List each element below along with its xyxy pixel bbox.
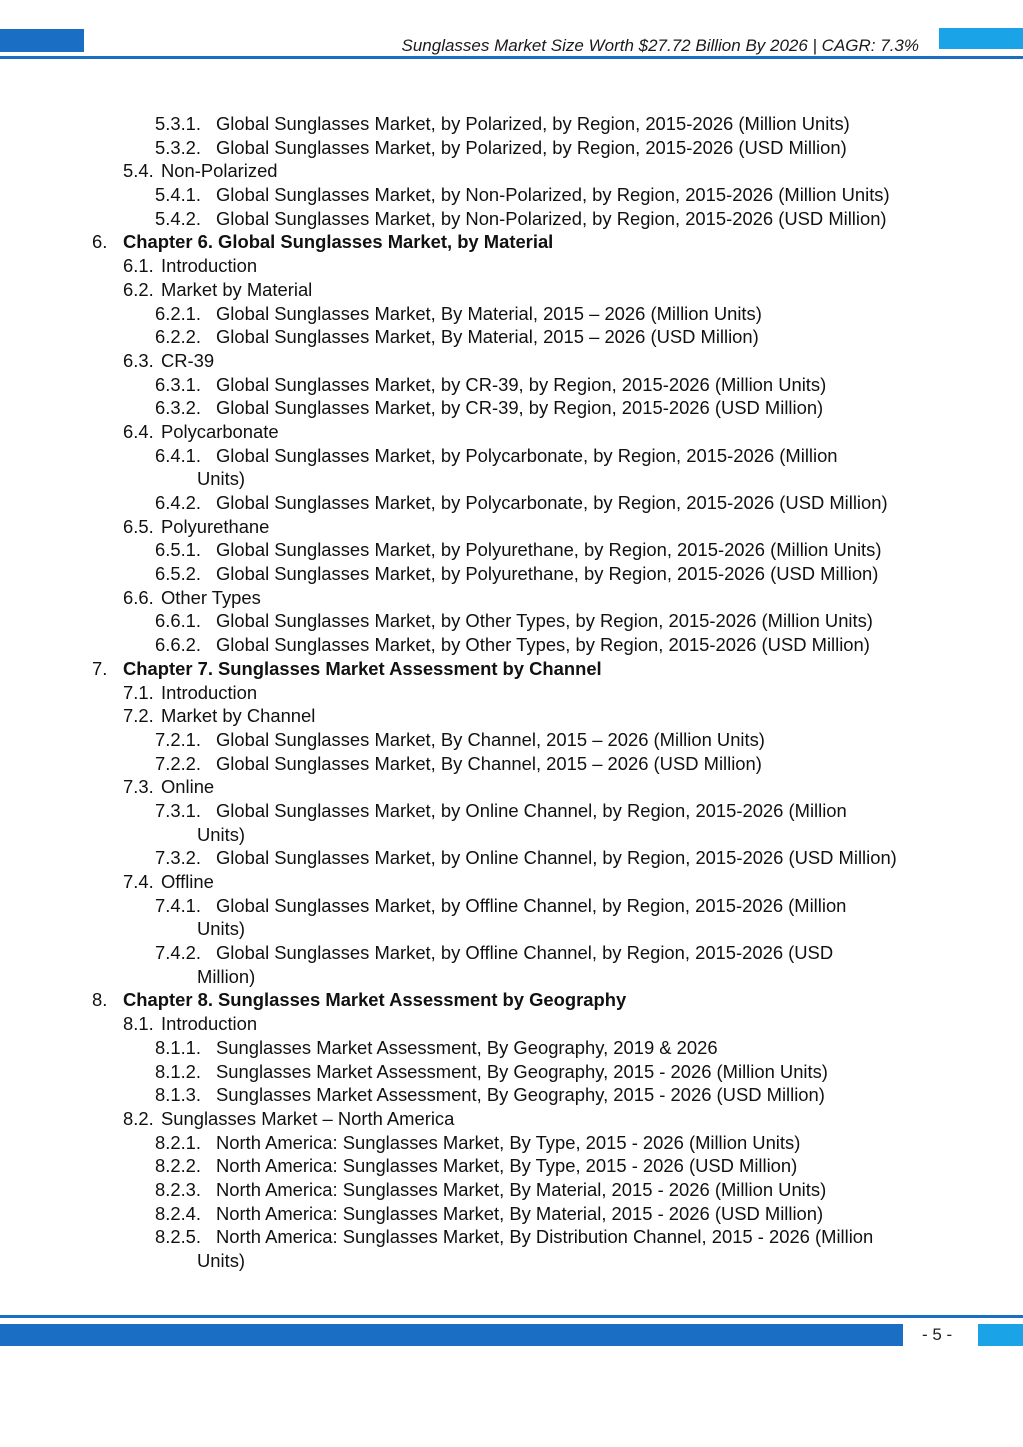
- header-rule: [0, 56, 1023, 59]
- toc-entry: [0, 136, 1023, 160]
- toc-entry-text: Global Sunglasses Market, by Online Channel, by Region, 2015-2026 (USD Million): [216, 847, 897, 869]
- toc-entry-number: 7.3.1.: [155, 799, 202, 821]
- toc-entry-text: Units): [197, 823, 246, 845]
- toc-entry: [0, 775, 1023, 799]
- toc-entry: [0, 159, 1023, 183]
- toc-entry: [0, 254, 1023, 278]
- toc-entry-number: 6.4.: [123, 420, 154, 442]
- toc-entry: [0, 207, 1023, 231]
- toc-entry-continuation: [0, 917, 1023, 941]
- toc-entry: [0, 586, 1023, 610]
- footer-rule: [0, 1315, 1023, 1318]
- toc-entry-number: 8.2.1.: [155, 1131, 202, 1153]
- toc-entry: [0, 349, 1023, 373]
- toc-entry: [0, 609, 1023, 633]
- toc-entry: [0, 633, 1023, 657]
- toc-entry-number: 7.2.: [123, 705, 154, 727]
- toc-entry-text: North America: Sunglasses Market, By Material, 2015 - 2026 (Million Units): [216, 1178, 827, 1200]
- toc-entry-number: 8.2.5.: [155, 1226, 202, 1248]
- toc-entry: [0, 444, 1023, 468]
- toc-entry-number: 6.6.: [123, 586, 154, 608]
- toc-entry-text: Global Sunglasses Market, by CR-39, by Region, 2015-2026 (Million Units): [216, 373, 827, 395]
- toc-entry: [0, 799, 1023, 823]
- toc-entry: [0, 420, 1023, 444]
- toc-entry: [0, 491, 1023, 515]
- toc-entry-text: Units): [197, 1250, 246, 1271]
- toc-entry-text: Global Sunglasses Market, by Other Types, by Region, 2015-2026 (Million Units): [216, 610, 873, 632]
- toc-entry-number: 6.4.1.: [155, 444, 202, 466]
- toc-entry: [0, 681, 1023, 705]
- toc-entry-number: 6.2.1.: [155, 302, 202, 324]
- toc-entry-text: CR-39: [161, 349, 215, 371]
- toc-entry-text: Non-Polarized: [161, 160, 278, 182]
- toc-entry-text: Polyurethane: [161, 515, 270, 537]
- toc-entry: [0, 870, 1023, 894]
- toc-entry-number: 7.4.: [123, 871, 154, 892]
- toc-entry-text: Online: [161, 776, 215, 798]
- toc-entry-text: Global Sunglasses Market, by Polycarbonate, by Region, 2015-2026 (USD Million): [216, 492, 888, 513]
- header-accent-right: [939, 28, 1023, 49]
- toc-entry-text: Other Types: [161, 586, 261, 608]
- footer-accent-right: [978, 1324, 1023, 1346]
- header-accent-left: [0, 29, 84, 52]
- toc-entry: [0, 1083, 1023, 1107]
- toc-entry-text: Units): [197, 468, 246, 490]
- toc-entry-text: Global Sunglasses Market, by Polyurethane, by Region, 2015-2026 (USD Million): [216, 563, 879, 585]
- toc-entry: [0, 1060, 1023, 1084]
- toc-entry-number: 6.5.: [123, 515, 154, 537]
- toc-chapter: [0, 988, 1023, 1012]
- toc-chapter: [0, 657, 1023, 681]
- toc-entry-number: 6.5.1.: [155, 539, 202, 561]
- toc-entry-text: Offline: [161, 871, 214, 892]
- toc-entry-text: Global Sunglasses Market, by CR-39, by Region, 2015-2026 (USD Million): [216, 397, 824, 419]
- toc-entry-text: Global Sunglasses Market, by Non-Polarized, by Region, 2015-2026 (Million Units): [216, 184, 890, 206]
- toc-chapter: [0, 230, 1023, 254]
- toc-entry: [0, 1107, 1023, 1131]
- toc-entry: [0, 302, 1023, 326]
- toc-entry-text: Global Sunglasses Market, by Polarized, by Region, 2015-2026 (Million Units): [216, 113, 850, 134]
- toc-entry: [0, 183, 1023, 207]
- footer-accent-left: [0, 1324, 903, 1346]
- toc-entry: [0, 1225, 1023, 1249]
- toc-entry-text: Market by Channel: [161, 705, 316, 727]
- toc-entry-number: 6.4.2.: [155, 492, 202, 513]
- toc-entry-number: 8.2.3.: [155, 1178, 202, 1200]
- toc-entry-text: Global Sunglasses Market, by Offline Channel, by Region, 2015-2026 (USD: [216, 942, 834, 964]
- toc-entry: [0, 1036, 1023, 1060]
- toc-entry-number: 6.: [92, 231, 108, 253]
- toc-entry-number: 6.5.2.: [155, 563, 202, 585]
- toc-entry-number: 6.1.: [123, 255, 154, 277]
- toc-entry-number: 7.2.2.: [155, 752, 202, 774]
- toc-entry-number: 5.4.2.: [155, 207, 202, 229]
- toc-entry-number: 8.1.2.: [155, 1060, 202, 1082]
- toc-entry-continuation: [0, 467, 1023, 491]
- toc-entry-number: 7.4.1.: [155, 894, 202, 916]
- toc-entry-text: Introduction: [161, 255, 258, 277]
- toc-entry-number: 6.2.2.: [155, 326, 202, 348]
- toc-entry-number: 6.3.2.: [155, 397, 202, 419]
- toc-entry: [0, 1012, 1023, 1036]
- toc-entry-text: Introduction: [161, 1013, 258, 1035]
- toc-entry-text: Global Sunglasses Market, by Polyurethane, by Region, 2015-2026 (Million Units): [216, 539, 882, 561]
- toc-entry: [0, 704, 1023, 728]
- toc-entry-text: Million): [197, 965, 256, 987]
- toc-entry: [0, 894, 1023, 918]
- toc-entry-text: Global Sunglasses Market, by Polarized, by Region, 2015-2026 (USD Million): [216, 136, 847, 158]
- toc-entry-number: 8.2.2.: [155, 1155, 202, 1177]
- toc-entry-number: 8.1.1.: [155, 1036, 202, 1058]
- toc-entry-text: North America: Sunglasses Market, By Distribution Channel, 2015 - 2026 (Million: [216, 1226, 874, 1248]
- toc-entry-number: 7.2.1.: [155, 728, 202, 750]
- toc-entry-text: Market by Material: [161, 278, 313, 300]
- toc-entry-number: 8.2.4.: [155, 1202, 202, 1224]
- toc-entry-number: 7.4.2.: [155, 942, 202, 964]
- toc-entry: [0, 728, 1023, 752]
- toc-entry: [0, 396, 1023, 420]
- toc-entry: [0, 538, 1023, 562]
- toc-entry-text: Global Sunglasses Market, By Channel, 2015 – 2026 (Million Units): [216, 728, 765, 750]
- toc-entry-text: Sunglasses Market Assessment, By Geography, 2015 - 2026 (USD Million): [216, 1084, 825, 1106]
- toc-entry-number: 8.1.: [123, 1013, 154, 1035]
- toc-entry-number: 7.3.: [123, 776, 154, 798]
- toc-entry-number: 7.: [92, 657, 108, 679]
- toc-entry-number: 6.2.: [123, 278, 154, 300]
- toc-entry-text: Chapter 7. Sunglasses Market Assessment by Channel: [123, 657, 602, 679]
- toc-entry-text: Sunglasses Market Assessment, By Geography, 2015 - 2026 (Million Units): [216, 1060, 828, 1082]
- toc-entry: [0, 752, 1023, 776]
- toc-entry-text: Chapter 6. Global Sunglasses Market, by Material: [123, 231, 554, 253]
- toc-entry: [0, 1202, 1023, 1226]
- toc-entry-number: 7.1.: [123, 681, 154, 703]
- toc-entry-text: Global Sunglasses Market, By Material, 2015 – 2026 (USD Million): [216, 326, 759, 348]
- toc-entry-text: North America: Sunglasses Market, By Material, 2015 - 2026 (USD Million): [216, 1202, 824, 1224]
- toc-entry-text: Global Sunglasses Market, by Online Channel, by Region, 2015-2026 (Million: [216, 799, 847, 821]
- toc-entry: [0, 941, 1023, 965]
- toc-entry-text: Global Sunglasses Market, by Non-Polarized, by Region, 2015-2026 (USD Million): [216, 207, 887, 229]
- toc-entry-number: 5.4.: [123, 160, 154, 182]
- toc-entry: [0, 562, 1023, 586]
- toc-entry: [0, 846, 1023, 870]
- toc-entry-number: 8.2.: [123, 1107, 154, 1129]
- toc-entry-text: Introduction: [161, 681, 258, 703]
- toc-entry-text: Polycarbonate: [161, 420, 279, 442]
- toc-entry-text: Global Sunglasses Market, By Channel, 2015 – 2026 (USD Million): [216, 752, 762, 774]
- toc-entry: [0, 373, 1023, 397]
- toc-entry-number: 6.3.1.: [155, 373, 202, 395]
- toc-entry: [0, 1178, 1023, 1202]
- toc-entry: [0, 325, 1023, 349]
- toc-entry-number: 7.3.2.: [155, 847, 202, 869]
- toc-entry: [0, 515, 1023, 539]
- page-header-title: Sunglasses Market Size Worth $27.72 Billion By 2026 | CAGR: 7.3%: [401, 36, 919, 55]
- toc-entry-text: Global Sunglasses Market, By Material, 2015 – 2026 (Million Units): [216, 302, 762, 324]
- toc-entry-text: North America: Sunglasses Market, By Type, 2015 - 2026 (Million Units): [216, 1131, 801, 1153]
- toc-entry-text: Global Sunglasses Market, by Offline Channel, by Region, 2015-2026 (Million: [216, 894, 847, 916]
- toc-entry-text: Chapter 8. Sunglasses Market Assessment by Geography: [123, 989, 627, 1011]
- toc-entry-text: North America: Sunglasses Market, By Type, 2015 - 2026 (USD Million): [216, 1155, 798, 1177]
- toc-entry-continuation: [0, 965, 1023, 989]
- toc-entry: [0, 278, 1023, 302]
- toc-entry-number: 8.1.3.: [155, 1084, 202, 1106]
- toc-entry-text: Sunglasses Market – North America: [161, 1107, 455, 1129]
- toc-entry-number: 5.4.1.: [155, 184, 202, 206]
- toc-entry-number: 6.3.: [123, 349, 154, 371]
- toc-entry-text: Units): [197, 918, 246, 940]
- toc-entry-number: 6.6.2.: [155, 634, 202, 656]
- toc-entry-text: Sunglasses Market Assessment, By Geography, 2019 & 2026: [216, 1036, 718, 1058]
- toc-entry: [0, 1154, 1023, 1178]
- toc-entry-text: Global Sunglasses Market, by Other Types, by Region, 2015-2026 (USD Million): [216, 634, 870, 656]
- toc-entry-number: 5.3.2.: [155, 136, 202, 158]
- page-number: - 5 -: [922, 1325, 953, 1344]
- toc-entry-number: 5.3.1.: [155, 113, 202, 134]
- toc-entry-number: 6.6.1.: [155, 610, 202, 632]
- toc-entry-text: Global Sunglasses Market, by Polycarbonate, by Region, 2015-2026 (Million: [216, 444, 838, 466]
- toc-entry: [0, 112, 1023, 136]
- toc-entry-continuation: [0, 823, 1023, 847]
- toc-entry: [0, 1131, 1023, 1155]
- toc-entry-continuation: [0, 1249, 1023, 1273]
- table-of-contents: [0, 112, 1023, 1273]
- toc-entry-number: 8.: [92, 989, 108, 1011]
